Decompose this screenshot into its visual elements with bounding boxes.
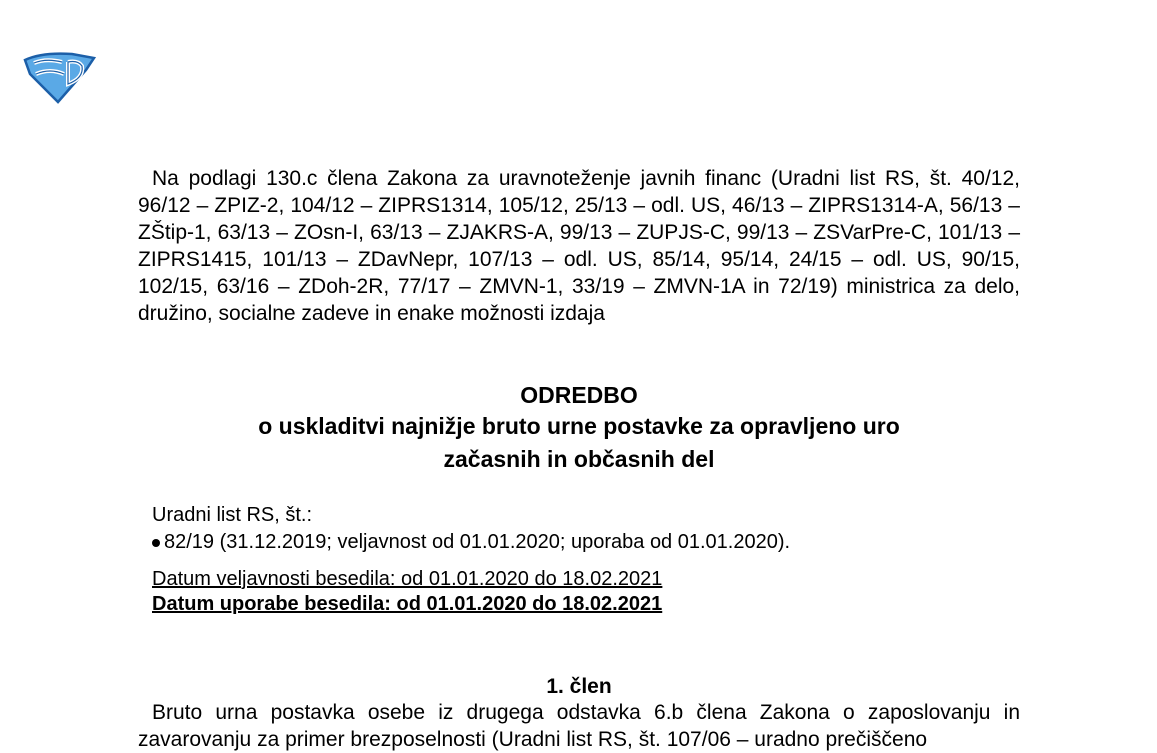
document-title: ODREDBO <box>520 382 638 408</box>
application-date: Datum uporabe besedila: od 01.01.2020 do 18.02.2021 <box>152 593 663 615</box>
article-text: Bruto urna postavka osebe iz drugega odstavka 6.b člena Zakona o zaposlovanju in zavarovanju za primer brezposelnosti (Uradni list RS, št. 107/06 – uradno prečiščeno <box>138 701 1020 751</box>
gazette-info <box>152 502 790 556</box>
document-subtitle-line-1: o uskladitvi najnižje bruto urne postavke za opravljeno uro <box>258 413 900 439</box>
sd-logo-icon <box>22 50 96 104</box>
gazette-entry: 82/19 (31.12.2019; veljavnost od 01.01.2020; uporaba od 01.01.2020). <box>164 531 791 553</box>
article-heading: 1. člen <box>546 675 612 698</box>
text-dates <box>152 567 662 617</box>
bullet-icon <box>152 539 160 547</box>
validity-date: Datum veljavnosti besedila: od 01.01.2020 do 18.02.2021 <box>152 568 663 590</box>
document-subtitle-line-2: začasnih in občasnih del <box>443 446 715 472</box>
gazette-entry-row <box>152 529 790 556</box>
gazette-label: Uradni list RS, št.: <box>152 504 313 526</box>
title-block <box>138 380 1020 476</box>
intro-paragraph: Na podlagi 130.c člena Zakona za uravnoteženje javnih financ (Uradni list RS, št. 40/12, 96/12 – ZPIZ-2, 104/12 – ZIPRS1314, 105/12, 25/13 – odl. US, 46/13 – ZIPRS1314-A, 56/13 – ZŠtip-1, 63/13 – ZOsn-I, 63/13 – ZJAKRS-A, 99/13 – ZUPJS-C, 99/13 – ZSVarPre-C, 101/13 – ZIPRS1415, 101/13 – ZDavNepr, 107/13 – odl. US, 85/14, 95/14, 24/15 – odl. US, 90/15, 102/15, 63/16 – ZDoh-2R, 77/17 – ZMVN-1, 33/19 – ZMVN-1A in 72/19) ministrica za delo, družino, socialne zadeve in enake možnosti izdaja <box>138 167 1020 325</box>
